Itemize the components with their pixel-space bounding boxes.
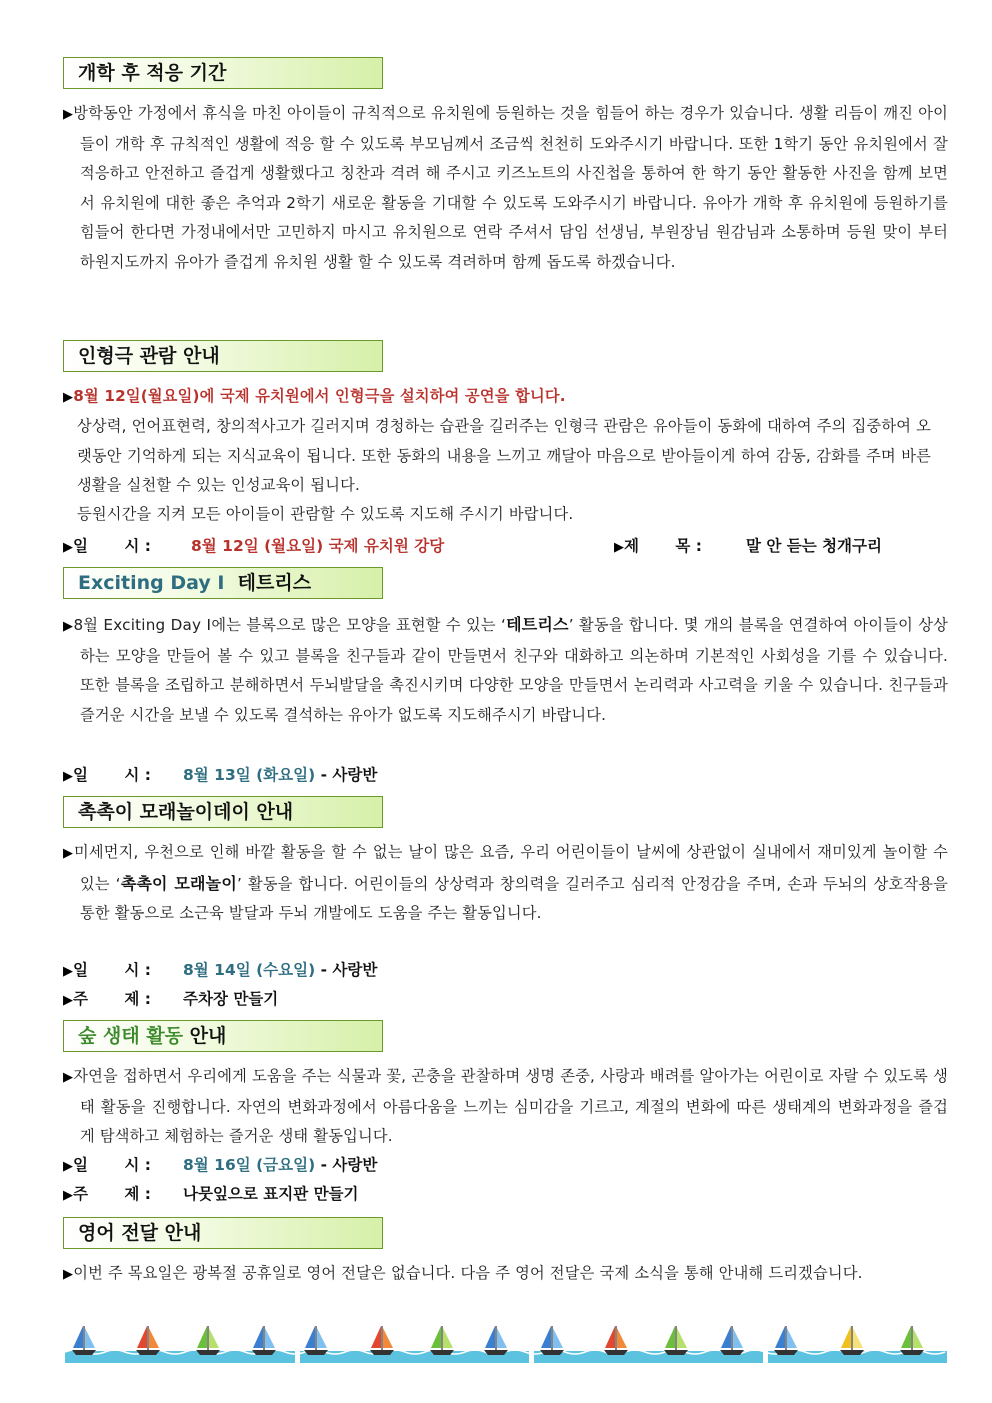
bullet-icon: ▶ <box>63 1070 74 1085</box>
section-title: 영어 전달 안내 <box>78 1222 202 1244</box>
puppet-paragraph: 상상력, 언어표현력, 창의적사고가 길러지며 경청하는 습관을 길러주는 인형극 관람은 유아들이 동화에 대하여 주의 집중하여 오랫동안 기억하게 되는 지식교육이 됩니다. 또한 동화의 내용을 느끼고 깨달아 마음으로 받아들이게 하여 감동, 감화를 주며 바른생활을 실천할 수 있는 인성교육이 됩니다. <box>77 417 931 494</box>
sand-play-paragraph: ▶미세먼지, 우천으로 인해 바깥 활동을 할 수 없는 날이 많은 요즘, 우리 어린이들이 날씨에 상관없이 실내에서 재미있게 놀이할 수 있는 ‘촉촉이 모래놀이’ 활동을 합니다. 어린이들의 상상력과 창의력을 길러주고 심리적 안정감을 주며, 손과 두뇌의 상호작용을 통한 활동으로 소근육 발달과 두뇌 개발에도 도움을 주는 활동입니다. <box>63 843 948 922</box>
section-title-rest: 안내 <box>183 1025 227 1047</box>
bullet-icon: ▶ <box>63 619 74 634</box>
adaptation-paragraph: ▶방학동안 가정에서 휴식을 마친 아이들이 규칙적으로 유치원에 등원하는 것을 힘들어 하는 경우가 있습니다. 생활 리듬이 깨진 아이들이 개학 후 규칙적인 생활에 적응 할 수 있도록 부모님께서 조금씩 천천히 도와주시기 바랍니다. 또한 1학기 동안 유치원에서 잘 적응하고 안전하고 즐겁게 생활했다고 칭찬과 격려 해 주시고 키즈노트의 사진첩을 통하여 한 학기 동안 활동한 사진을 함께 보면서 유치원에 대한 좋은 추억과 2학기 새로운 활동을 기대할 수 있도록 도와주시기 바랍니다. 유아가 개학 후 유치원에 등원하기를 힘들어 한다면 가정내에서만 고민하지 마시고 유치원으로 연락 주셔서 담임 선생님, 부원장님 원감님과 소통하며 등원 맞이 부터 하원지도까지 유아가 즐겁게 유치원 생활 할 수 있도록 격려하며 함께 돕도록 하겠습니다. <box>63 104 948 271</box>
bullet-icon: ▶ <box>63 1188 73 1203</box>
section-title: 개학 후 적응 기간 <box>78 62 227 84</box>
section-title: 인형극 관람 안내 <box>78 345 220 367</box>
sand-play-date-line: ▶일 시 : 8월 14일 (수요일) - 사랑반 <box>63 961 378 979</box>
forest-paragraph: ▶자연을 접하면서 우리에게 도움을 주는 식물과 꽃, 곤충을 관찰하며 생명 존중, 사랑과 배려를 알아가는 어린이로 자랄 수 있도록 생태 활동을 진행합니다. 자연의 변화과정에서 아름다움을 느끼는 심미감을 기르고, 계절의 변화에 따른 생태계의 변화과정을 즐겁게 탐색하고 체험하는 즐거운 생태 활동입니다. <box>63 1067 948 1145</box>
bullet-icon: ▶ <box>63 107 74 122</box>
puppet-title-line: ▶제 목 : 말 안 듣는 청개구리 <box>614 537 882 555</box>
sand-play-theme-line: ▶주 제 : 주차장 만들기 <box>63 990 279 1008</box>
section-header-adaptation <box>63 57 383 89</box>
bullet-icon: ▶ <box>63 1267 74 1282</box>
bullet-icon: ▶ <box>614 540 624 555</box>
bullet-icon: ▶ <box>63 540 73 555</box>
bullet-icon: ▶ <box>63 964 73 979</box>
bullet-icon: ▶ <box>63 993 73 1008</box>
section-title-ko: 테트리스 <box>237 572 312 594</box>
bullet-icon: ▶ <box>63 390 74 405</box>
english-paragraph: ▶이번 주 목요일은 광복절 공휴일로 영어 전달은 없습니다. 다음 주 영어 전달은 국제 소식을 통해 안내해 드리겠습니다. <box>63 1264 863 1282</box>
section-header-exciting-day <box>63 567 383 599</box>
section-header-english <box>63 1217 383 1249</box>
bullet-icon: ▶ <box>63 846 75 861</box>
puppet-paragraph-2: 등원시간을 지켜 모든 아이들이 관람할 수 있도록 지도해 주시기 바랍니다. <box>77 505 574 523</box>
sailboat-border <box>65 1322 947 1366</box>
bullet-icon: ▶ <box>63 769 73 784</box>
section-title: 촉촉이 모래놀이데이 안내 <box>78 801 294 823</box>
section-header-sand-play <box>63 796 383 828</box>
forest-theme-line: ▶주 제 : 나뭇잎으로 표지판 만들기 <box>63 1185 359 1203</box>
section-header-puppet-show <box>63 340 383 372</box>
section-title-en: Exciting Day Ⅰ <box>78 572 225 594</box>
tetris-paragraph: ▶8월 Exciting Day Ⅰ에는 블록으로 많은 모양을 표현할 수 있는 ‘테트리스’ 활동을 합니다. 몇 개의 블록을 연결하여 아이들이 상상하는 모양을 만들어 볼 수 있고 블록을 친구들과 같이 만들면서 친구와 대화하고 의논하며 기본적인 사회성을 기를 수 있습니다. 또한 블록을 조립하고 분해하면서 두뇌발달을 촉진시키며 다양한 모양을 만들면서 논리력과 사고력을 키울 수 있습니다. 친구들과 즐거운 시간을 보낼 수 있도록 결석하는 유아가 없도록 지도해주시기 바랍니다. <box>63 615 948 724</box>
forest-date-line: ▶일 시 : 8월 16일 (금요일) - 사랑반 <box>63 1156 378 1174</box>
section-title-green: 숲 생태 활동 <box>78 1025 183 1047</box>
section-header-forest-ecology <box>63 1020 383 1052</box>
tetris-date-line: ▶일 시 : 8월 13일 (화요일) - 사랑반 <box>63 766 378 784</box>
bullet-icon: ▶ <box>63 1159 73 1174</box>
sailboat-border-icon <box>65 1322 947 1366</box>
puppet-highlight: ▶8월 12일(월요일)에 국제 유치원에서 인형극을 설치하여 공연을 합니다. <box>63 387 566 405</box>
puppet-date-line: ▶일 시 : 8월 12일 (월요일) 국제 유치원 강당 <box>63 537 445 555</box>
